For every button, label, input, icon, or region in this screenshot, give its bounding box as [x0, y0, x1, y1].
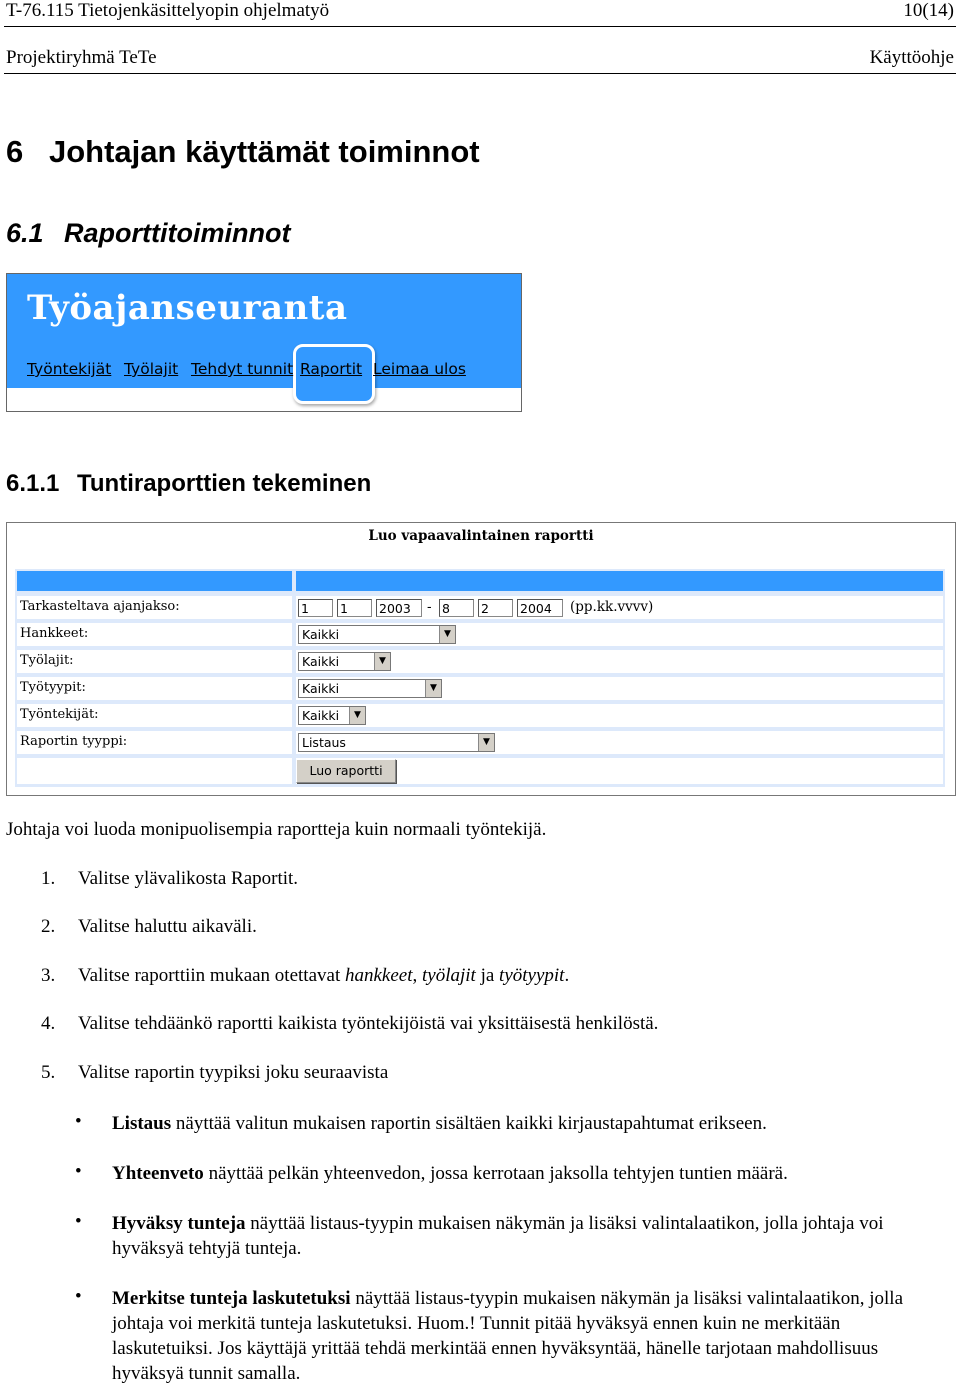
step-number: 1. — [41, 868, 56, 889]
end-day-input[interactable]: 8 — [439, 599, 474, 617]
bullet-text: näyttää listaus-tyypin mukaisen näkymän ja lisäksi valintalaatikon, jolla johtaja voi hyväksyä tehtyjä tunteja. — [112, 1213, 884, 1259]
step-item — [41, 965, 569, 987]
label-cell-period — [17, 596, 292, 619]
group-name: Projektiryhmä TeTe — [6, 47, 157, 68]
field-cell-report-type — [296, 731, 943, 754]
step-item — [41, 916, 257, 938]
nav-link-workers[interactable]: Työntekijät — [27, 360, 112, 378]
report-type-select[interactable] — [298, 733, 495, 752]
step-text: Valitse haluttu aikaväli. — [78, 916, 257, 937]
form-header-right — [296, 571, 943, 591]
start-month-input[interactable]: 1 — [337, 599, 372, 617]
chevron-down-icon: ▼ — [374, 653, 390, 670]
form-table — [15, 569, 945, 787]
create-report-button[interactable]: Luo raportti — [296, 759, 396, 783]
nav-link-reports[interactable]: Raportit — [300, 360, 363, 378]
subheader-divider — [4, 73, 956, 74]
step-text-comma: , — [412, 965, 422, 986]
label-cell-employees — [17, 704, 292, 727]
label-jobtypes: Työtyypit: — [20, 680, 86, 695]
step-item — [41, 1013, 658, 1035]
bullet-icon: • — [75, 1286, 82, 1307]
field-cell-projects — [296, 623, 943, 646]
label-cell-projects — [17, 623, 292, 646]
bullet-text: näyttää listaus-tyypin mukaisen näkymän ja lisäksi valintalaatikon, jolla johtaja voi merkitä tunteja laskutetuksi. Huom.! Tunnit pitää hyväksyä ennen kuin ne merkitään laskutetuiksi. Jos käyttäjä yrittää tehdä merkintää ennen hyväksyntää, hänelle tarjotaan mahdollisuus hyväksyä tunnit samalla. — [112, 1288, 904, 1384]
field-cell-button — [296, 758, 943, 784]
bullet-term: Yhteenveto — [112, 1163, 204, 1184]
section-title: Johtajan käyttämät toiminnot — [49, 134, 480, 169]
step-text: Valitse ylävalikosta Raportit. — [78, 868, 299, 889]
form-title: Luo vapaavalintainen raportti — [368, 528, 594, 544]
step-item — [41, 1062, 388, 1084]
bullet-term: Hyväksy tunteja — [112, 1213, 246, 1234]
step-text-pre: Valitse raporttiin mukaan otettavat — [78, 965, 345, 986]
chevron-down-icon: ▼ — [425, 680, 441, 697]
chevron-down-icon: ▼ — [439, 626, 455, 643]
subsubsection-title: Tuntiraporttien tekeminen — [77, 470, 372, 497]
label-report-type: Raportin tyyppi: — [20, 734, 128, 749]
nav-link-worktypes[interactable]: Työlajit — [124, 360, 179, 378]
jobtypes-select-value: Kaikki — [302, 681, 340, 696]
employees-select-value: Kaikki — [302, 708, 340, 723]
label-cell-report-type — [17, 731, 292, 754]
label-cell-empty — [17, 758, 292, 784]
projects-select[interactable] — [298, 625, 456, 644]
chevron-down-icon: ▼ — [349, 707, 365, 724]
employees-select[interactable] — [298, 706, 366, 725]
intro-paragraph: Johtaja voi luoda monipuolisempia raportteja kuin normaali työntekijä. — [6, 819, 547, 840]
nav-link-logout[interactable]: Leimaa ulos — [373, 360, 466, 378]
bullet-text: näyttää pelkän yhteenvedon, jossa kerrotaan jaksolla tehtyjen tuntien määrä. — [203, 1163, 788, 1184]
step-text-post: . — [564, 965, 570, 986]
step-number: 3. — [41, 965, 56, 986]
step-item — [41, 868, 298, 890]
nav-screenshot — [6, 273, 522, 412]
bullet-term: Listaus — [112, 1113, 172, 1134]
step-number: 4. — [41, 1013, 56, 1034]
document-type: Käyttöohje — [869, 47, 954, 68]
bullet-item — [112, 1211, 942, 1261]
field-cell-worktypes — [296, 650, 943, 673]
end-month-input[interactable]: 2 — [478, 599, 513, 617]
field-cell-jobtypes — [296, 677, 943, 700]
bullet-icon: • — [75, 1161, 82, 1182]
running-header — [6, 0, 954, 22]
period-separator: - — [427, 599, 432, 615]
subsection-title: Raporttitoiminnot — [64, 218, 291, 248]
start-year-input[interactable]: 2003 — [376, 599, 422, 617]
step-number: 2. — [41, 916, 56, 937]
projects-select-value: Kaikki — [302, 627, 340, 642]
term-projects: hankkeet — [344, 965, 413, 986]
label-projects: Hankkeet: — [20, 626, 89, 641]
step-text-and: ja — [475, 965, 500, 986]
subsubsection-number: 6.1.1 — [6, 470, 60, 497]
chevron-down-icon: ▼ — [478, 734, 494, 751]
step-text: Valitse raportin tyypiksi joku seuraavista — [78, 1062, 389, 1083]
worktypes-select[interactable] — [298, 652, 391, 671]
nav-link-hours[interactable]: Tehdyt tunnit — [191, 360, 294, 378]
label-employees: Työntekijät: — [20, 707, 99, 722]
label-cell-worktypes — [17, 650, 292, 673]
section-number: 6 — [6, 134, 24, 169]
course-name: T-76.115 Tietojenkäsittelyopin ohjelmatyö — [6, 0, 330, 21]
end-year-input[interactable]: 2004 — [517, 599, 563, 617]
header-divider — [4, 26, 956, 27]
form-header-left — [17, 571, 292, 591]
bullet-term: Merkitse tunteja laskutetuksi — [112, 1288, 351, 1309]
section-heading — [6, 134, 480, 170]
field-cell-period — [296, 596, 943, 619]
bullet-text: näyttää valitun mukaisen raportin sisältäen kaikki kirjaustapahtumat erikseen. — [171, 1113, 767, 1134]
term-jobtypes: työtyypit — [499, 965, 565, 986]
report-form-screenshot — [6, 522, 956, 796]
bullet-item — [112, 1161, 942, 1186]
field-cell-employees — [296, 704, 943, 727]
label-cell-jobtypes — [17, 677, 292, 700]
start-day-input[interactable]: 1 — [298, 599, 333, 617]
step-text: Valitse tehdäänkö raportti kaikista työntekijöistä vai yksittäisestä henkilöstä. — [78, 1013, 659, 1034]
report-type-select-value: Listaus — [302, 735, 346, 750]
subsubsection-heading — [6, 470, 371, 498]
worktypes-select-value: Kaikki — [302, 654, 340, 669]
jobtypes-select[interactable] — [298, 679, 442, 698]
subsection-number: 6.1 — [6, 218, 44, 248]
running-subheader — [6, 47, 954, 69]
bullet-icon: • — [75, 1111, 82, 1132]
bullet-item — [112, 1111, 942, 1136]
bullet-icon: • — [75, 1211, 82, 1232]
label-worktypes: Työlajit: — [20, 653, 74, 668]
subsection-heading — [6, 218, 290, 249]
app-title: Työajanseuranta — [27, 288, 348, 328]
step-number: 5. — [41, 1062, 56, 1083]
page-number: 10(14) — [903, 0, 954, 21]
term-worktypes: työlajit — [422, 965, 476, 986]
bullet-item — [112, 1286, 942, 1386]
date-format-hint: (pp.kk.vvvv) — [570, 599, 654, 615]
label-period: Tarkasteltava ajanjakso: — [20, 599, 180, 614]
